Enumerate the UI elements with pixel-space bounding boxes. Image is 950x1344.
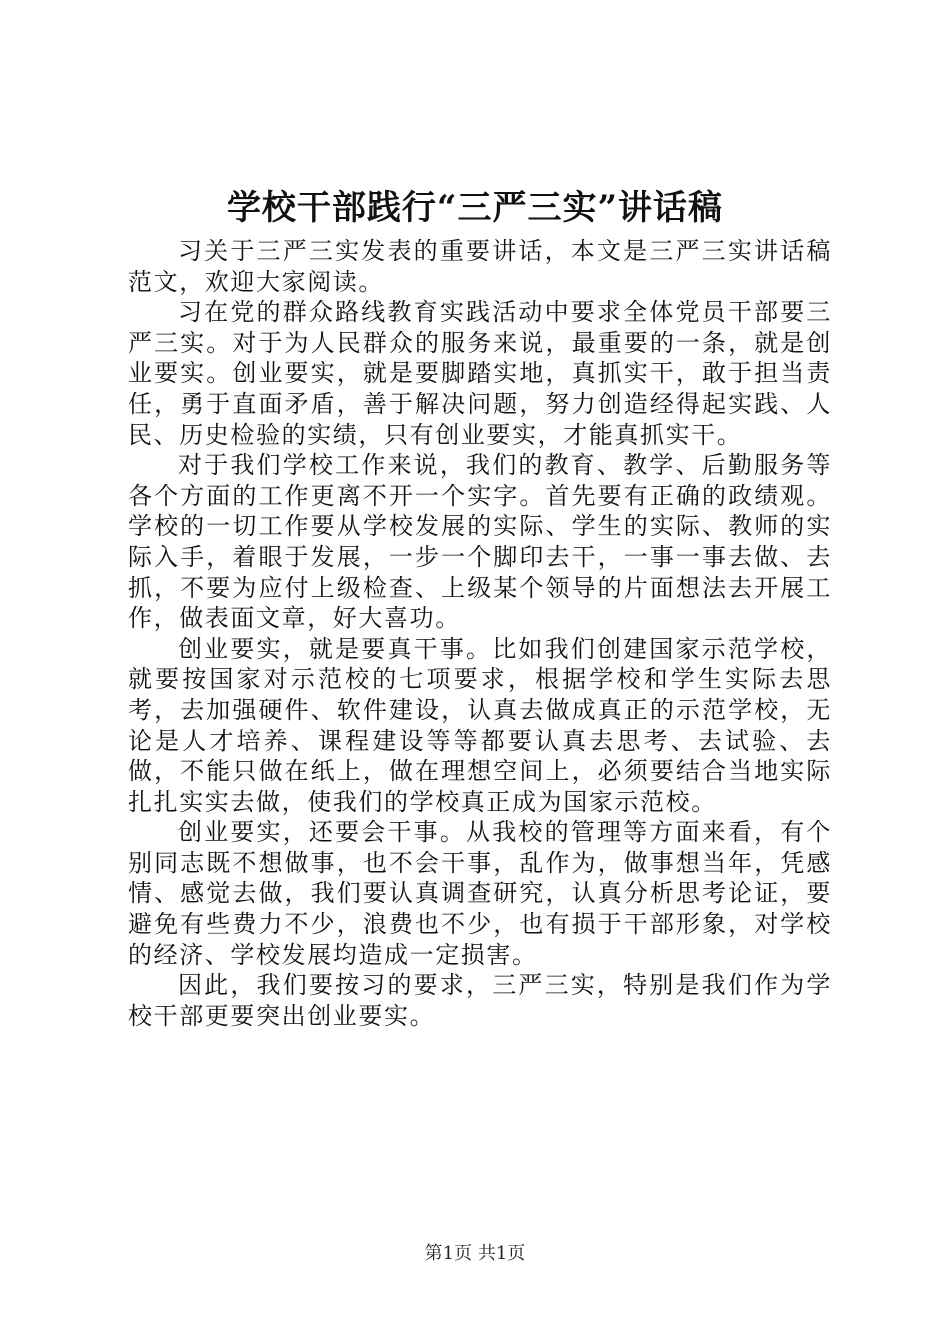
paragraph-5: 创业要实，还要会干事。从我校的管理等方面来看，有个别同志既不想做事，也不会干事，乱作为，做事想当年，凭感情、感觉去做，我们要认真调查研究，认真分析思考论证，要避免有些费力不少，浪费也不少，也有损于干部形象，对学校的经济、学校发展均造成一定损害。 <box>128 818 832 969</box>
document-body <box>128 236 832 1031</box>
page-footer: 第1页 共1页 <box>424 1243 526 1264</box>
document-title: 学校干部践行“三严三实”讲话稿 <box>226 188 724 228</box>
paragraph-6: 因此，我们要按习的要求，三严三实，特别是我们作为学校干部更要突出创业要实。 <box>128 971 832 1030</box>
paragraph-3: 对于我们学校工作来说，我们的教育、教学、后勤服务等各个方面的工作更离不开一个实字。首先要有正确的政绩观。学校的一切工作要从学校发展的实际、学生的实际、教师的实际入手，着眼于发展，一步一个脚印去干，一事一事去做、去抓，不要为应付上级检查、上级某个领导的片面想法去开展工作，做表面文章，好大喜功。 <box>128 451 832 633</box>
paragraph-4: 创业要实，就是要真干事。比如我们创建国家示范学校，就要按国家对示范校的七项要求，根据学校和学生实际去思考，去加强硬件、软件建设，认真去做成真正的示范学校，无论是人才培养、课程建设等等都要认真去思考、去试验、去做，不能只做在纸上，做在理想空间上，必须要结合当地实际扎扎实实去做，使我们的学校真正成为国家示范校。 <box>128 634 832 816</box>
paragraph-1: 习关于三严三实发表的重要讲话，本文是三严三实讲话稿范文，欢迎大家阅读。 <box>128 237 832 296</box>
paragraph-2: 习在党的群众路线教育实践活动中要求全体党员干部要三严三实。对于为人民群众的服务来说，最重要的一条，就是创业要实。创业要实，就是要脚踏实地，真抓实干，敢于担当责任，勇于直面矛盾，善于解决问题，努力创造经得起实践、人民、历史检验的实绩，只有创业要实，才能真抓实干。 <box>128 298 832 449</box>
